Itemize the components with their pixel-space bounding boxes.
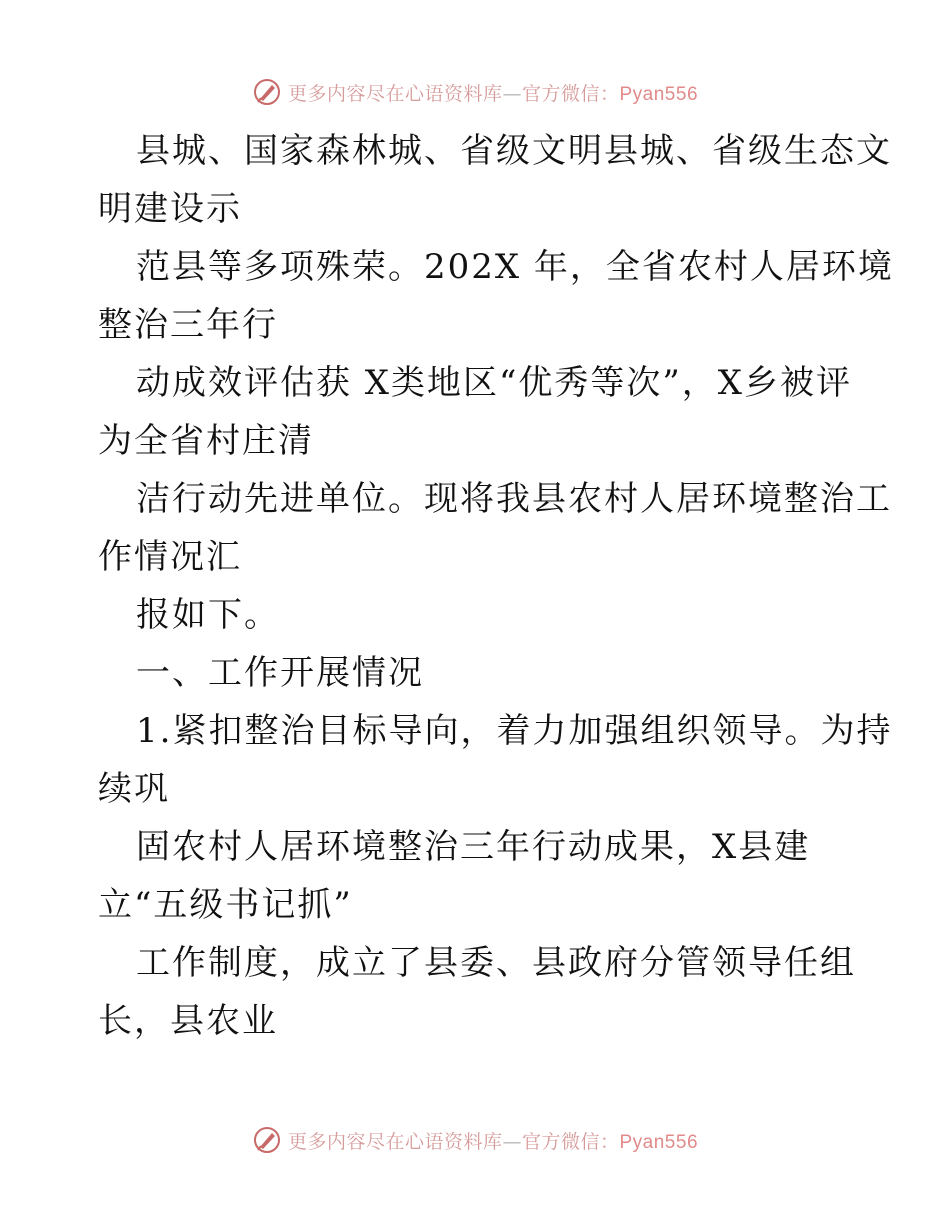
text-line: 续巩: [98, 769, 170, 809]
text-line: 洁行动先进单位。现将我县农村人居环境整治工: [136, 479, 892, 519]
document-body: [98, 122, 894, 1050]
text-line: 1.紧扣整治目标导向，着力加强组织领导。为持: [136, 711, 893, 751]
text-line: 为全省村庄清: [98, 421, 314, 461]
footer-watermark: [0, 1120, 950, 1160]
text-line: 范县等多项殊荣。202X 年，全省农村人居环境: [136, 247, 894, 287]
text-line: 固农村人居环境整治三年行动成果，X县建: [136, 827, 811, 867]
watermark-text: 更多内容尽在心语资料库—官方微信：Pyan556: [287, 1130, 699, 1153]
text-line: 县城、国家森林城、省级文明县城、省级生态文: [136, 131, 892, 171]
text-line: 整治三年行: [98, 305, 278, 345]
text-line: 工作制度，成立了县委、县政府分管领导任组: [136, 943, 856, 983]
header-watermark: [0, 72, 950, 112]
text-line: 立“五级书记抓”: [98, 885, 353, 925]
text-line: 报如下。: [136, 595, 280, 635]
quill-pen-logo-icon: [252, 77, 282, 107]
text-line: 动成效评估获 X类地区“优秀等次”，X乡被评: [136, 363, 852, 403]
quill-pen-logo-icon: [252, 1125, 282, 1155]
text-line: 明建设示: [98, 189, 242, 229]
section-heading: 一、工作开展情况: [136, 653, 424, 693]
text-line: 长，县农业: [98, 1001, 278, 1041]
text-line: 作情况汇: [98, 537, 242, 577]
watermark-text: 更多内容尽在心语资料库—官方微信：Pyan556: [287, 82, 699, 105]
